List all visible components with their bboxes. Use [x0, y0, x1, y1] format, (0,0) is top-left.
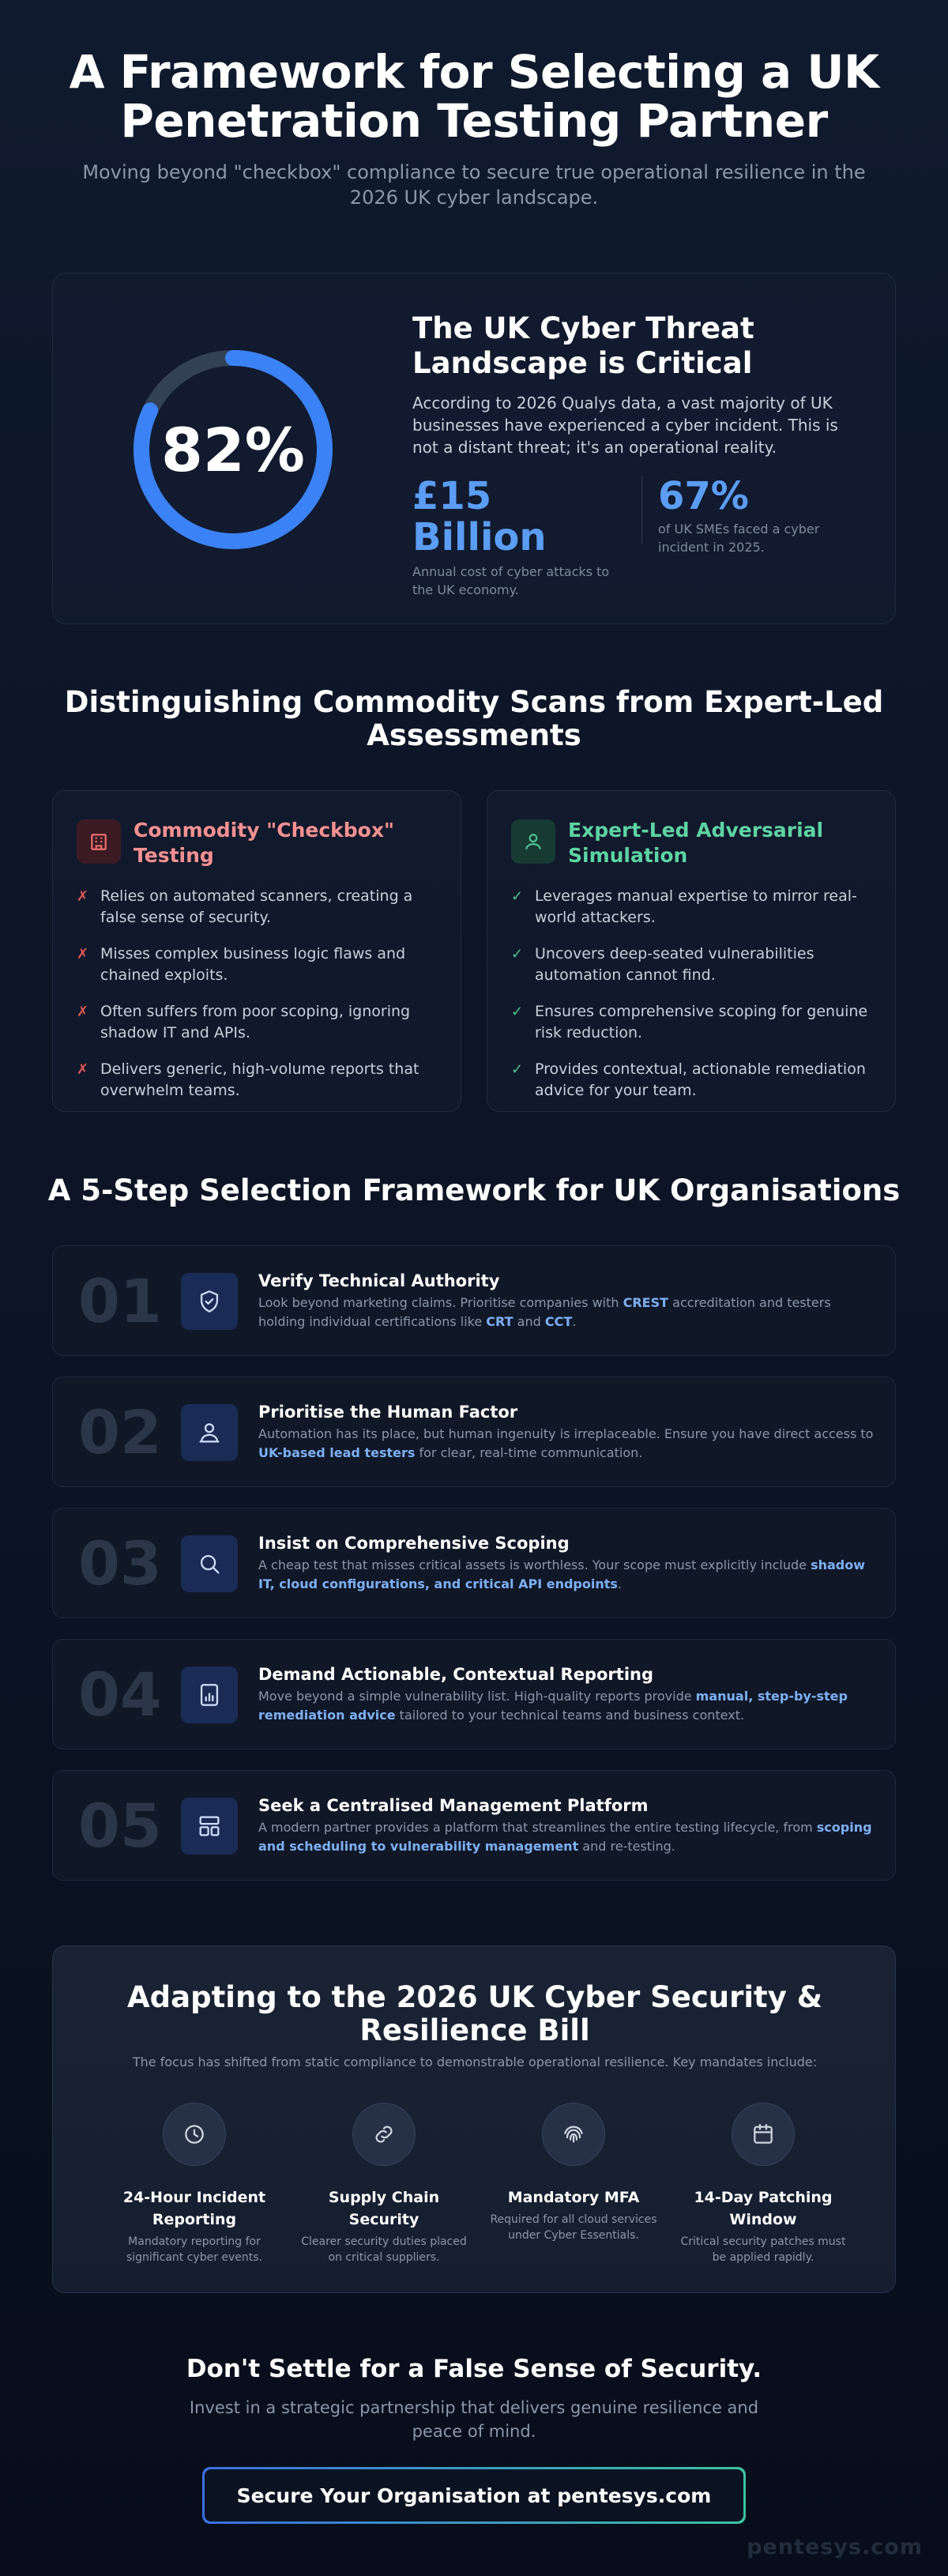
expert-list-item-text: Provides contextual, actionable remediation advice for your team.: [535, 1060, 866, 1099]
mandate-description: Required for all cloud services under Cyber Essentials.: [490, 2213, 657, 2242]
comparison-section-title: Distinguishing Commodity Scans from Expert-Led Assessments: [64, 685, 884, 752]
commodity-list-item: [77, 886, 437, 928]
expert-list-item-text: Ensures comprehensive scoping for genuine risk reduction.: [535, 1003, 868, 1041]
commodity-card-header: [77, 818, 437, 868]
cta-button-label: Secure Your Organisation at pentesys.com: [205, 2469, 743, 2521]
step-highlight: CRT: [486, 1314, 514, 1329]
step-title: Prioritise the Human Factor: [258, 1403, 518, 1422]
stat-cost-caption: Annual cost of cyber attacks to the UK economy.: [412, 564, 610, 597]
step-text: .: [617, 1576, 623, 1591]
hero-header: [0, 47, 948, 210]
step-title: Seek a Centralised Management Platform: [258, 1796, 649, 1815]
step-body: [258, 1795, 875, 1856]
step-highlight: manual, step-by-step remediation advice: [258, 1689, 848, 1723]
mandate-item: [103, 2103, 285, 2265]
step-body: [258, 1532, 875, 1594]
cross-icon: ✗: [77, 888, 89, 905]
cross-icon: ✗: [77, 946, 89, 962]
expert-list-item-text: Uncovers deep-seated vulnerabilities automation cannot find.: [535, 945, 814, 984]
step-title: Verify Technical Authority: [258, 1271, 500, 1290]
step-number: 02: [78, 1397, 162, 1467]
page-title: A Framework for Selecting a UK Penetration Testing Partner: [69, 45, 879, 148]
step-highlight: UK-based lead testers: [258, 1445, 416, 1460]
step-number: 03: [78, 1528, 162, 1599]
cta-button[interactable]: [202, 2467, 746, 2524]
mandate-description: Critical security patches must be applied rapidly.: [680, 2235, 846, 2264]
gauge-value: 82%: [161, 414, 305, 485]
watermark: pentesys.com: [747, 2535, 923, 2559]
step-text: accreditation and testers holding individual certifications like: [258, 1295, 831, 1329]
mandate-title: Mandatory MFA: [507, 2189, 640, 2206]
expert-list-item: [511, 1001, 871, 1044]
step-body: [258, 1663, 875, 1725]
stat-sme: [641, 474, 847, 555]
expert-led-card: [487, 790, 896, 1112]
step-title: Demand Actionable, Contextual Reporting: [258, 1665, 654, 1684]
report-icon: [181, 1666, 238, 1723]
mandate-description: Mandatory reporting for significant cyber events.: [126, 2235, 263, 2264]
framework-step: [52, 1770, 896, 1881]
step-text: Move beyond a simple vulnerability list. High-quality reports provide: [258, 1689, 696, 1704]
person-icon: [181, 1404, 238, 1461]
mandate-title: 24-Hour Incident Reporting: [122, 2189, 266, 2228]
cta-title: Don't Settle for a False Sense of Security.: [186, 2355, 762, 2383]
expert-list-item: [511, 886, 871, 928]
framework-section-title: A 5-Step Selection Framework for UK Organisations: [47, 1173, 901, 1207]
link-icon: [352, 2103, 416, 2166]
step-title: Insist on Comprehensive Scoping: [258, 1534, 570, 1553]
bill-title: Adapting to the 2026 UK Cyber Security & Resilience Bill: [127, 1980, 822, 2047]
commodity-list: [77, 886, 437, 1102]
cross-icon: ✗: [77, 1004, 89, 1020]
step-text: and re-testing.: [578, 1839, 675, 1854]
search-icon: [181, 1535, 238, 1592]
commodity-list-item-text: Delivers generic, high-volume reports that overwhelm teams.: [100, 1060, 419, 1099]
threat-text-block: [412, 311, 855, 597]
expert-list-item: [511, 1059, 871, 1102]
commodity-list-item: [77, 1059, 437, 1102]
mandate-item: [293, 2103, 475, 2265]
cross-icon: ✗: [77, 1061, 89, 1078]
commodity-card-title: Commodity "Checkbox" Testing: [134, 819, 395, 867]
stat-sme-caption: of UK SMEs faced a cyber incident in 2025.: [658, 522, 820, 555]
bill-intro: The focus has shifted from static compliance to demonstrable operational resilience. Key mandates include:: [132, 2054, 818, 2069]
commodity-list-item-text: Relies on automated scanners, creating a false sense of security.: [100, 887, 413, 926]
check-icon: ✓: [511, 946, 524, 962]
commodity-list-item-text: Often suffers from poor scoping, ignoring shadow IT and APIs.: [100, 1003, 411, 1041]
stat-sme-value: 67%: [658, 474, 749, 518]
step-number: 05: [78, 1791, 162, 1861]
building-icon: [77, 819, 121, 864]
step-text: tailored to your technical teams and business context.: [395, 1708, 745, 1723]
step-highlight: scoping and scheduling to vulnerability management: [258, 1820, 872, 1854]
mandate-item: [483, 2103, 664, 2243]
step-highlight: shadow IT, cloud configurations, and critical API endpoints: [258, 1557, 866, 1591]
expert-card-title: Expert-Led Adversarial Simulation: [568, 819, 824, 867]
mandate-item: [672, 2103, 854, 2265]
step-number: 01: [78, 1266, 162, 1336]
step-text: .: [572, 1314, 577, 1329]
check-icon: ✓: [511, 888, 524, 905]
mandate-title: Supply Chain Security: [328, 2189, 440, 2228]
stat-cost: [412, 476, 626, 599]
step-description: [258, 1687, 875, 1725]
commodity-list-item: [77, 1001, 437, 1044]
threat-title: The UK Cyber Threat Landscape is Critical: [412, 311, 754, 380]
expert-list-item: [511, 943, 871, 986]
cta-subtitle: Invest in a strategic partnership that delivers genuine resilience and peace of mind.: [189, 2398, 759, 2441]
step-text: for clear, real-time communication.: [415, 1445, 643, 1460]
expert-list: [511, 886, 871, 1102]
step-highlight: CREST: [623, 1295, 669, 1310]
dashboard-icon: [181, 1798, 238, 1855]
commodity-testing-card: [52, 790, 461, 1112]
step-text: and: [513, 1314, 545, 1329]
check-icon: ✓: [511, 1004, 524, 1020]
step-number: 04: [78, 1659, 162, 1730]
commodity-list-item: [77, 943, 437, 986]
expert-list-item-text: Leverages manual expertise to mirror real-world attackers.: [535, 887, 857, 926]
threat-description: According to 2026 Qualys data, a vast majority of UK businesses have experienced a cyber incident. This is not a distant threat; it's an operational reality.: [412, 394, 838, 457]
step-text: A modern partner provides a platform that streamlines the entire testing lifecycle, from: [258, 1820, 817, 1835]
user-icon: [511, 819, 555, 864]
step-text: A cheap test that misses critical assets is worthless. Your scope must explicitly include: [258, 1557, 811, 1572]
stat-cost-value: £15 Billion: [412, 474, 547, 559]
step-description: [258, 1818, 875, 1856]
resilience-bill-card: [52, 1945, 896, 2293]
framework-step: [52, 1508, 896, 1618]
framework-step: [52, 1245, 896, 1356]
step-body: [258, 1401, 875, 1463]
shield-check-icon: [181, 1273, 238, 1330]
step-description: [258, 1556, 875, 1594]
step-text: Look beyond marketing claims. Prioritise companies with: [258, 1295, 623, 1310]
check-icon: ✓: [511, 1061, 524, 1078]
framework-step: [52, 1639, 896, 1749]
framework-step: [52, 1377, 896, 1487]
mandate-title: 14-Day Patching Window: [694, 2189, 833, 2228]
threat-stats: [412, 474, 855, 597]
step-description: [258, 1294, 875, 1331]
fingerprint-icon: [542, 2103, 605, 2166]
step-highlight: CCT: [544, 1314, 573, 1329]
threat-landscape-card: [52, 273, 896, 624]
commodity-list-item-text: Misses complex business logic flaws and chained exploits.: [100, 945, 406, 984]
expert-card-header: [511, 818, 871, 868]
calendar-icon: [732, 2103, 795, 2166]
step-text: Automation has its place, but human ingenuity is irreplaceable. Ensure you have direct access to: [258, 1426, 874, 1441]
clock-icon: [163, 2103, 226, 2166]
mandate-description: Clearer security duties placed on critical suppliers.: [301, 2235, 467, 2264]
page-subtitle: Moving beyond "checkbox" compliance to secure true operational resilience in the 2026 UK cyber landscape.: [82, 161, 866, 209]
step-body: [258, 1270, 875, 1331]
step-description: [258, 1425, 875, 1463]
